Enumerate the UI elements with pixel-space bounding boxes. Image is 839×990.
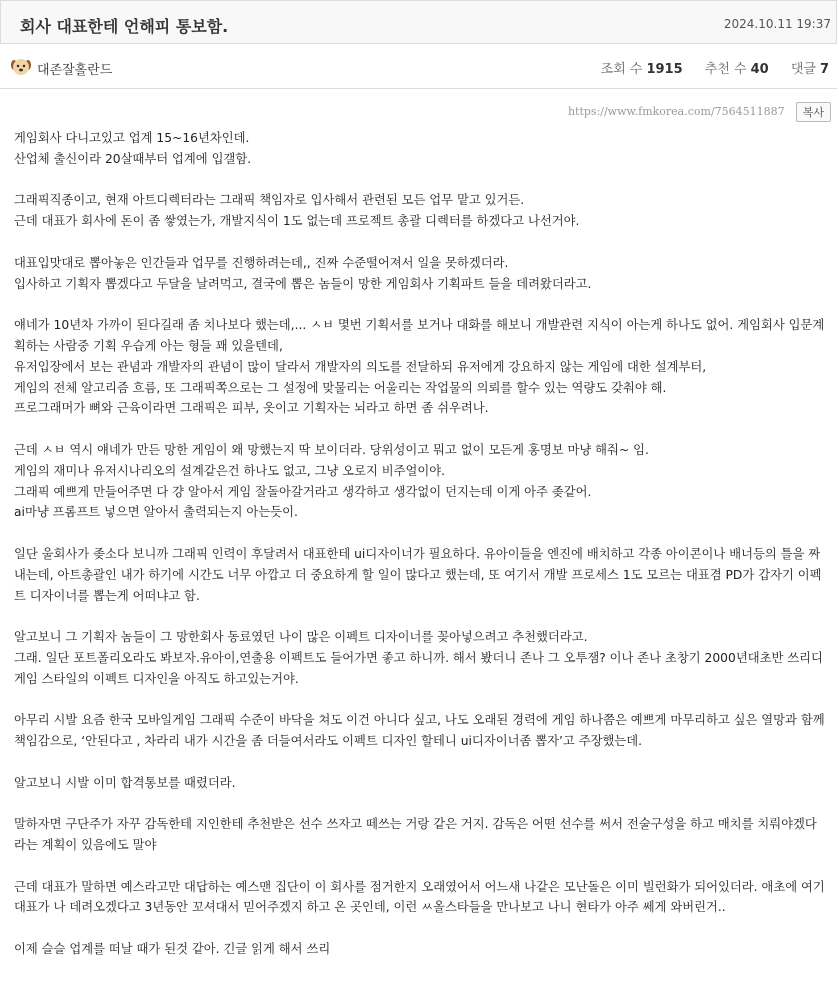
paragraph-gap: [14, 856, 832, 877]
body-line: 그래픽직종이고, 현재 아트디렉터라는 그래픽 책임자로 입사해서 관련된 모든 업무 맡고 있거든.: [14, 193, 525, 208]
paragraph-gap: [14, 794, 832, 815]
body-line: 말하자면 구단주가 자꾸 감독한테 지인한테 추천받은 선수 쓰자고 떼쓰는 거랑 같은 거지. 감독은 어떤 선수를 써서 전술구성을 하고 매치를 치뤄야겠다 라는 계획이 있음에도 말야: [14, 817, 817, 853]
body-line: 얘네가 10년차 가까이 된다길래 좀 치나보다 했는데,... ㅅㅂ 몇번 기획서를 보거나 대화를 해보니 개발관련 지식이 아는게 하나도 없어. 게임회사 입문계획하는 사람중 기획 우습게 아는 형들 꽤 있을텐데,: [14, 318, 825, 353]
author-avatar-icon[interactable]: [10, 56, 32, 78]
body-line: 이제 슬슬 업계를 떠날 때가 된것 같아. 긴글 읽게 해서 쓰리: [14, 942, 331, 957]
body-line: 산업체 출신이라 20살때부터 업계에 입갤함.: [14, 151, 252, 166]
post-stats: [601, 58, 829, 77]
body-line: 유저입장에서 보는 관념과 개발자의 관념이 많이 달라서 개발자의 의도를 전달하되 유저에게 강요하지 않는 게임에 대한 설계부터,: [14, 359, 707, 374]
comments-count: 7: [819, 62, 829, 77]
post-url-row: [568, 101, 831, 119]
author-name[interactable]: 대존잘홀란드: [37, 63, 113, 78]
comments-label: 댓글: [790, 62, 816, 77]
body-line: 일단 울회사가 좆소다 보니까 그래픽 인력이 후달려서 대표한테 ui디자이너가 필요하다. 유아이들을 엔진에 배치하고 각종 아이콘이나 배너등의 틀을 짜내는데, 아트총괄인 내가 하기에 시간도 너무 아깝고 더 중요하게 할 일이 많다고 했는데, 또 여기서 개발 프로세스 1도 모르는 대표겸 PD가 갑자기 이펙트 디자이너를 뽑는게 어떠냐고 함.: [14, 546, 822, 603]
paragraph-gap: [14, 232, 832, 253]
body-line: 아무리 시발 요즘 한국 모바일게임 그래픽 수준이 바닥을 쳐도 이건 아니다 싶고, 나도 오래된 경력에 게임 하나쯤은 예쁘게 마무리하고 싶은 열망과 함께 책임감으로, ‘안된다고 , 차라리 내가 시간을 좀 더들여서라도 이펙트 디자인 할테니 ui디자이너좀 뽑자’고 주장했는데.: [14, 713, 825, 749]
body-line: 근데 대표가 회사에 돈이 좀 쌓였는가, 개발지식이 1도 없는데 프로젝트 총괄 디렉터를 하겠다고 나선거야.: [14, 214, 580, 229]
paragraph-gap: [14, 419, 832, 440]
paragraph-gap: [14, 606, 832, 627]
body-line: ai마냥 프롬프트 넣으면 알아서 출력되는지 아는듯이.: [14, 505, 298, 520]
body-line: 알고보니 그 기획자 놈들이 그 망한회사 동료였던 나이 많은 이펙트 디자이너를 꽂아넣으려고 추천했더라고.: [14, 630, 588, 645]
post-url[interactable]: https://www.fmkorea.com/7564511887: [567, 105, 785, 118]
paragraph-gap: [14, 690, 832, 711]
likes-count: 40: [750, 62, 769, 77]
post-title-bar: [0, 0, 837, 44]
paragraph-gap: [14, 523, 832, 544]
body-line: 대표입맛대로 뽑아놓은 인간들과 업무를 진행하려는데,, 진짜 수준떨어져서 일을 못하겠더라.: [14, 255, 509, 270]
views-label: 조회 수: [600, 62, 643, 77]
paragraph-gap: [14, 918, 832, 939]
body-line: 근데 대표가 말하면 예스라고만 대답하는 예스맨 집단이 이 회사를 점거한지 오래였어서 어느새 나같은 모난돌은 이미 빌런화가 되어있더라. 애초에 여기 대표가 나 데려오겠다고 3년동안 꼬셔대서 믿어주겠지 하고 온 곳인데, 이런 ㅆ올스타들을 만나보고 나니 현타가 아주 쎄게 와버린거..: [14, 879, 825, 915]
copy-url-button[interactable]: 복사: [796, 102, 831, 122]
body-line: 입사하고 기획자 뽑겠다고 두달을 날려먹고, 결국에 뽑은 놈들이 망한 게임회사 기획파트 들을 데려왔더라고.: [14, 276, 592, 291]
views-count: 1915: [646, 62, 683, 77]
likes-label: 추천 수: [704, 62, 747, 77]
body-line: 그래픽 예쁘게 만들어주면 다 걍 알아서 게임 잘돌아갈거라고 생각하고 생각없이 던지는데 이게 아주 좆같어.: [14, 484, 592, 499]
body-line: 게임의 전체 알고리즘 흐름, 또 그래픽쪽으로는 그 설정에 맞물리는 어울리는 작업물의 의뢰를 할수 있는 역량도 갖춰야 해.: [14, 380, 667, 395]
paragraph-gap: [14, 294, 832, 315]
body-line: 알고보니 시발 이미 합격통보를 때렸더라.: [14, 775, 236, 790]
post-meta-bar: [0, 44, 837, 89]
post-title: 회사 대표한테 언해피 통보함.: [20, 17, 229, 36]
paragraph-gap: [14, 170, 832, 191]
post-date: 2024.10.11 19:37: [723, 17, 831, 31]
body-line: 근데 ㅅㅂ 역시 얘네가 만든 망한 게임이 왜 망했는지 딱 보이더라. 당위성이고 뭐고 없이 모든게 홍명보 마냥 해줘~ 임.: [14, 442, 649, 457]
body-line: 프로그래머가 뼈와 근육이라면 그래픽은 피부, 옷이고 기획자는 뇌라고 하면 좀 쉬우려나.: [14, 401, 489, 416]
paragraph-gap: [14, 752, 832, 773]
post-body: [14, 128, 832, 960]
body-line: 게임회사 다니고있고 업계 15~16년차인데.: [14, 131, 250, 145]
body-line: 그래. 일단 포트폴리오라도 봐보자.유아이,연출용 이펙트도 들어가면 좋고 하니까. 해서 봤더니 존나 그 오투잼? 이나 존나 초창기 2000년대초반 쓰리디게임 스타일의 이펙트 디자인을 아직도 하고있는거야.: [14, 650, 823, 686]
body-line: 게임의 재미나 유저시나리오의 설계같은건 하나도 없고, 그냥 오로지 비주얼이야.: [14, 463, 446, 478]
